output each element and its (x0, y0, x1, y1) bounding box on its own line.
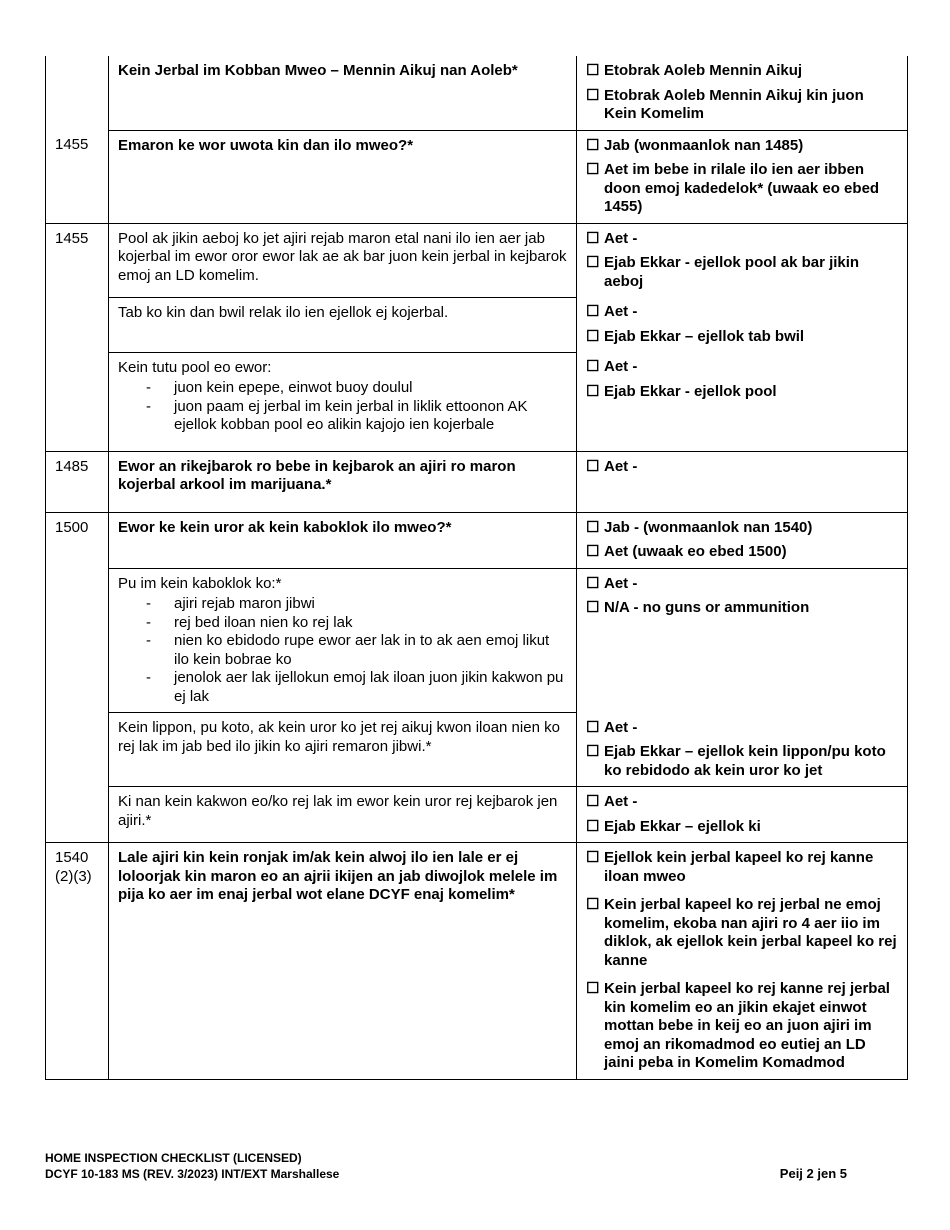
checkbox-option[interactable]: ☐ Aet im bebe in rilale ilo ien aer ibben doon emoj kadedelok* (uwaak eo ebed 1455) (586, 161, 880, 215)
question-text: Lale ajiri kin kein ronjak im/ak kein alwoj ilo ien lale er ej loloorjak kin maron eo an ajrii ikijen an jab diwojlok melele im pija ko aer im enaj jerbal wot elane DCYF enaj komelim* (109, 843, 577, 1080)
answer-options (577, 352, 908, 451)
checkbox-icon[interactable]: ☐ (586, 543, 600, 560)
checkbox-option[interactable]: ☐ Etobrak Aoleb Mennin Aikuj kin juon Kein Komelim (586, 86, 864, 122)
section-number: 1540 (2)(3) (46, 843, 109, 1080)
question-text (109, 352, 577, 451)
checkbox-option[interactable]: ☐ Ejab Ekkar - ejellok pool (586, 382, 777, 400)
checkbox-icon[interactable]: ☐ (586, 817, 600, 835)
table-row (46, 223, 908, 297)
checkbox-option[interactable]: ☐ Jab (wonmaanlok nan 1485) (586, 136, 804, 154)
answer-options (577, 451, 908, 512)
checkbox-icon[interactable]: ☐ (586, 980, 600, 997)
table-row (46, 713, 908, 787)
question-label: Pu im kein kaboklok ko:* (118, 574, 282, 592)
section-number (46, 56, 109, 130)
answer-options (577, 512, 908, 568)
requirement-list (118, 379, 567, 435)
checkbox-option[interactable]: ☐ Aet - (586, 229, 638, 247)
table-row (46, 56, 908, 130)
checkbox-icon[interactable]: ☐ (586, 161, 600, 178)
answer-options (577, 223, 908, 297)
table-row (46, 352, 908, 451)
section-number (46, 352, 109, 451)
table-row (46, 130, 908, 223)
list-item: - nien ko ebidodo rupe ewor aer lak in to ak aen emoj likut ilo kein bobrae ko (174, 632, 567, 669)
checkbox-option[interactable]: ☐ Aet (uwaak eo ebed 1500) (586, 543, 787, 560)
checkbox-icon[interactable]: ☐ (586, 896, 600, 913)
checkbox-icon[interactable]: ☐ (586, 62, 600, 79)
checkbox-option[interactable]: ☐ Aet - (586, 718, 638, 736)
checkbox-option[interactable]: ☐ Aet - (586, 457, 638, 475)
question-text: Tab ko kin dan bwil relak ilo ien ejellok ej kojerbal. (109, 297, 577, 352)
form-number: DCYF 10-183 MS (REV. 3/2023) INT/EXT Marshallese (45, 1167, 340, 1181)
list-item: - rej bed iloan nien ko rej lak (174, 614, 567, 633)
page-number: Peij 2 jen 5 (779, 1166, 847, 1181)
checkbox-icon[interactable]: ☐ (586, 718, 600, 736)
checkbox-icon[interactable]: ☐ (586, 229, 600, 247)
checkbox-option[interactable]: ☐ Ejab Ekkar – ejellok tab bwil (586, 327, 805, 345)
checkbox-icon[interactable]: ☐ (586, 136, 600, 154)
question-text: Kein lippon, pu koto, ak kein uror ko jet rej aikuj kwon iloan nien ko rej lak im jab bed ilo jikin ko ajiri remaron jibwi.* (109, 713, 577, 787)
question-text: Ewor an rikejbarok ro bebe in kejbarok an ajiri ro maron kojerbal arkool im marijuana.* (109, 451, 577, 512)
section-number (46, 568, 109, 713)
list-item: - juon kein epepe, einwot buoy doulul (174, 379, 567, 398)
question-label: Kein tutu pool eo ewor: (118, 358, 272, 376)
checkbox-icon[interactable]: ☐ (586, 358, 600, 375)
checkbox-icon[interactable]: ☐ (586, 793, 600, 810)
checkbox-icon[interactable]: ☐ (586, 849, 600, 866)
checkbox-option[interactable]: ☐ Jab - (wonmaanlok nan 1540) (586, 518, 813, 536)
list-item: - ajiri rejab maron jibwi (174, 595, 567, 614)
checkbox-icon[interactable]: ☐ (586, 574, 600, 592)
answer-options (577, 130, 908, 223)
checkbox-option[interactable]: ☐ N/A - no guns or ammunition (586, 599, 810, 616)
section-number: 1485 (46, 451, 109, 512)
question-text: Ki nan kein kakwon eo/ko rej lak im ewor kein uror rej kejbarok jen ajiri.* (109, 787, 577, 843)
list-item: - jenolok aer lak ijellokun emoj lak iloan juon jikin kakwon pu ej lak (174, 669, 567, 706)
checkbox-option[interactable]: ☐ Aet - (586, 574, 638, 592)
section-number: 1500 (46, 512, 109, 568)
checkbox-option[interactable]: ☐ Kein jerbal kapeel ko rej jerbal ne emoj komelim, ekoba nan ajiri ro 4 aer iio im diklok, ak ejellok kein jerbal kapeel ko rej kanne (586, 896, 897, 969)
form-title: HOME INSPECTION CHECKLIST (LICENSED) (45, 1151, 302, 1165)
checkbox-icon[interactable]: ☐ (586, 327, 600, 345)
question-text: Emaron ke wor uwota kin dan ilo mweo?* (109, 130, 577, 223)
checkbox-option[interactable]: ☐ Ejab Ekkar – ejellok kein lippon/pu koto ko rebidodo ak kein uror ko jet (586, 743, 886, 779)
table-row (46, 512, 908, 568)
checkbox-icon[interactable]: ☐ (586, 457, 600, 475)
answer-options (577, 843, 908, 1080)
section-number (46, 787, 109, 843)
checkbox-icon[interactable]: ☐ (586, 86, 600, 104)
checkbox-option[interactable]: ☐ Aet - (586, 358, 638, 375)
inspection-checklist-table (45, 56, 908, 1080)
answer-options (577, 56, 908, 130)
table-row (46, 568, 908, 713)
checkbox-icon[interactable]: ☐ (586, 599, 600, 616)
checkbox-icon[interactable]: ☐ (586, 382, 600, 400)
question-text: Pool ak jikin aeboj ko jet ajiri rejab maron etal nani ilo ien aer jab kojerbal im ewor oror ewor lak ae ak bar juon kein jerbal in kejbarok emoj an LD komelim. (109, 223, 577, 297)
table-row (46, 843, 908, 1080)
checkbox-icon[interactable]: ☐ (586, 254, 600, 271)
answer-options (577, 787, 908, 843)
answer-options (577, 713, 908, 787)
table-row (46, 297, 908, 352)
table-row (46, 787, 908, 843)
checkbox-option[interactable]: ☐ Ejellok kein jerbal kapeel ko rej kanne iloan mweo (586, 849, 874, 885)
question-text: Kein Jerbal im Kobban Mweo – Mennin Aikuj nan Aoleb* (109, 56, 577, 130)
checkbox-option[interactable]: ☐ Ejab Ekkar - ejellok pool ak bar jikin aeboj (586, 254, 860, 290)
checkbox-option[interactable]: ☐ Kein jerbal kapeel ko rej kanne rej jerbal kin komelim eo an jikin ekajet einwot mottan bebe in keij eo an juon ajiri im emoj an rikomadmod eo eutiej an LD jaini peba in Komelim Komadmod (586, 980, 890, 1071)
checkbox-option[interactable]: ☐ Aet - (586, 303, 638, 320)
checkbox-icon[interactable]: ☐ (586, 303, 600, 320)
checkbox-icon[interactable]: ☐ (586, 518, 600, 536)
checkbox-icon[interactable]: ☐ (586, 743, 600, 760)
list-item: - juon paam ej jerbal im kein jerbal in liklik ettoonon AK ejellok kobban pool eo alikin kajojo ien kojerbale (174, 398, 567, 435)
requirement-list (118, 595, 567, 706)
table-row (46, 451, 908, 512)
question-text (109, 568, 577, 713)
answer-options (577, 568, 908, 713)
section-number (46, 713, 109, 787)
form-footer (45, 1150, 339, 1182)
checkbox-option[interactable]: ☐ Aet - (586, 793, 638, 810)
section-number: 1455 (46, 130, 109, 223)
checkbox-option[interactable]: ☐ Etobrak Aoleb Mennin Aikuj (586, 62, 803, 79)
section-number (46, 297, 109, 352)
checkbox-option[interactable]: ☐ Ejab Ekkar – ejellok ki (586, 817, 761, 835)
answer-options (577, 297, 908, 352)
question-text: Ewor ke kein uror ak kein kaboklok ilo mweo?* (109, 512, 577, 568)
section-number: 1455 (46, 223, 109, 297)
